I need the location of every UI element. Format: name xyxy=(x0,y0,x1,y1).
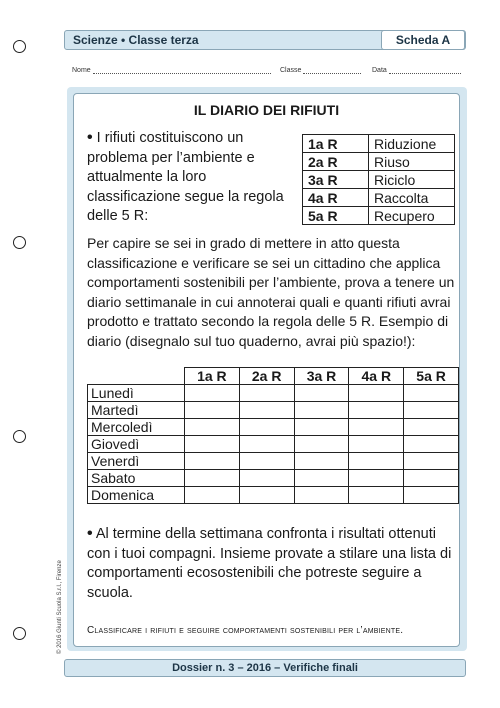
diary-cell[interactable] xyxy=(184,470,239,487)
diary-cell[interactable] xyxy=(349,453,404,470)
date-label: Data xyxy=(372,67,387,74)
table-row xyxy=(303,189,455,207)
diary-cell[interactable] xyxy=(239,453,294,470)
binder-hole xyxy=(13,236,26,249)
diary-cell[interactable] xyxy=(294,470,349,487)
table-row xyxy=(303,153,455,171)
diary-cell[interactable] xyxy=(239,487,294,504)
diary-header: 3a R xyxy=(294,368,349,385)
name-label: Nome xyxy=(72,67,91,74)
intro-text: I rifiuti costituiscono un problema per l’ambiente e attualmente la loro classificazione segue la regola delle 5 R: xyxy=(87,130,284,224)
diary-cell[interactable] xyxy=(184,385,239,402)
diary-cell[interactable] xyxy=(239,402,294,419)
diary-header: 2a R xyxy=(239,368,294,385)
diary-cell[interactable] xyxy=(349,487,404,504)
diary-header-row xyxy=(88,368,459,385)
diary-cell[interactable] xyxy=(404,470,459,487)
diary-header: 1a R xyxy=(184,368,239,385)
bullet-icon: • xyxy=(87,525,93,542)
diary-cell[interactable] xyxy=(184,436,239,453)
diary-cell[interactable] xyxy=(239,419,294,436)
diary-cell[interactable] xyxy=(184,419,239,436)
diary-cell[interactable] xyxy=(404,402,459,419)
diary-cell[interactable] xyxy=(349,385,404,402)
content-card xyxy=(73,93,460,647)
rule-name: Riduzione xyxy=(369,135,455,153)
table-row xyxy=(88,470,459,487)
diary-cell[interactable] xyxy=(184,402,239,419)
class-field[interactable] xyxy=(280,66,361,74)
diary-cell[interactable] xyxy=(294,419,349,436)
header-bar xyxy=(64,30,466,50)
day-label: Domenica xyxy=(88,487,185,504)
class-label: Classe xyxy=(280,67,302,74)
table-row xyxy=(303,171,455,189)
day-label: Giovedì xyxy=(88,436,185,453)
conclusion-text: Al termine della settimana confronta i risultati ottenuti con i tuoi compagni. Insieme provate a stilare una lista di comportamenti ecosostenibili che potreste seguire a scuola. xyxy=(87,526,452,601)
table-row xyxy=(88,436,459,453)
diary-cell[interactable] xyxy=(349,436,404,453)
table-row xyxy=(88,402,459,419)
table-row xyxy=(88,453,459,470)
rule-code: 2a R xyxy=(303,153,369,171)
learning-objective: Classificare i rifiuti e seguire comportamenti sostenibili per l’ambiente. xyxy=(87,625,404,636)
rule-code: 1a R xyxy=(303,135,369,153)
instructions-paragraph: Per capire se sei in grado di mettere in atto questa classificazione e verificare se sei un cittadino che applica comportamenti sostenibili per l’ambiente, prova a tenere un diario settimanale in cui annoterai quali e quanti rifiuti avrai prodotto e trattato secondo la regola delle 5 R. Esempio di diario (disegnalo sul tuo quaderno, avrai più spazio!): xyxy=(87,235,455,349)
rule-name: Raccolta xyxy=(369,189,455,207)
diary-header: 5a R xyxy=(404,368,459,385)
intro-block xyxy=(87,128,287,227)
diary-cell[interactable] xyxy=(294,436,349,453)
diary-header: 4a R xyxy=(349,368,404,385)
rule-name: Recupero xyxy=(369,207,455,225)
diary-cell[interactable] xyxy=(349,402,404,419)
page-title: IL DIARIO DEI RIFIUTI xyxy=(193,102,340,118)
diary-cell[interactable] xyxy=(404,385,459,402)
diary-cell[interactable] xyxy=(404,419,459,436)
rule-code: 5a R xyxy=(303,207,369,225)
diary-cell[interactable] xyxy=(404,436,459,453)
diary-cell[interactable] xyxy=(349,419,404,436)
table-row xyxy=(88,487,459,504)
day-label: Lunedì xyxy=(88,385,185,402)
table-row xyxy=(88,385,459,402)
table-row xyxy=(303,207,455,225)
table-row xyxy=(88,419,459,436)
binder-hole xyxy=(13,40,26,53)
binder-hole xyxy=(13,627,26,640)
day-label: Martedì xyxy=(88,402,185,419)
day-label: Venerdì xyxy=(88,453,185,470)
footer-bar: Dossier n. 3 – 2016 – Verifiche finali xyxy=(64,659,466,677)
diary-cell[interactable] xyxy=(294,402,349,419)
subject-label: Scienze • Classe terza xyxy=(73,33,199,47)
diary-cell[interactable] xyxy=(294,487,349,504)
diary-table xyxy=(87,367,459,504)
diary-cell[interactable] xyxy=(404,453,459,470)
date-field[interactable] xyxy=(372,66,461,74)
binder-hole xyxy=(13,430,26,443)
day-label: Sabato xyxy=(88,470,185,487)
rules-table xyxy=(302,134,455,225)
conclusion-block xyxy=(87,524,455,603)
name-field[interactable] xyxy=(72,66,271,74)
copyright-notice: © 2016 Giunti Scuola S.r.l., Firenze xyxy=(57,560,63,654)
rule-name: Riciclo xyxy=(369,171,455,189)
diary-cell[interactable] xyxy=(239,385,294,402)
diary-cell[interactable] xyxy=(404,487,459,504)
diary-cell[interactable] xyxy=(184,487,239,504)
table-row xyxy=(303,135,455,153)
diary-cell[interactable] xyxy=(294,385,349,402)
diary-cell[interactable] xyxy=(239,436,294,453)
empty-corner-cell xyxy=(88,368,185,385)
bullet-icon: • xyxy=(87,129,93,146)
diary-cell[interactable] xyxy=(184,453,239,470)
rule-name: Riuso xyxy=(369,153,455,171)
day-label: Mercoledì xyxy=(88,419,185,436)
rule-code: 4a R xyxy=(303,189,369,207)
diary-cell[interactable] xyxy=(349,470,404,487)
diary-cell[interactable] xyxy=(239,470,294,487)
sheet-label: Scheda A xyxy=(381,30,465,50)
diary-cell[interactable] xyxy=(294,453,349,470)
rule-code: 3a R xyxy=(303,171,369,189)
